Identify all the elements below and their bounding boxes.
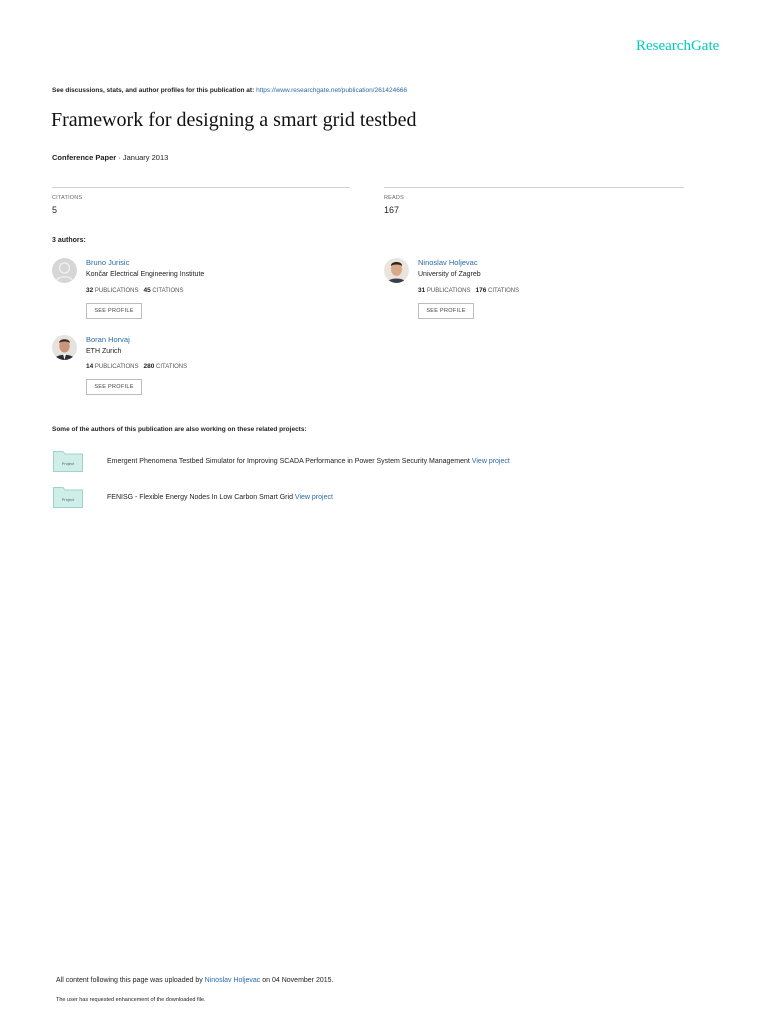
see-profile-button[interactable]: SEE PROFILE <box>86 379 142 395</box>
project-icon-label: Project <box>61 461 75 466</box>
citations-value: 5 <box>52 205 58 215</box>
author-name-link[interactable]: Boran Horvaj <box>86 335 130 344</box>
publication-url-link[interactable]: https://www.researchgate.net/publication/261424666 <box>256 87 408 94</box>
publication-date: January 2013 <box>122 153 169 162</box>
view-project-link[interactable]: View project <box>471 458 510 465</box>
reads-divider <box>384 187 684 188</box>
author-photo-icon <box>384 258 409 283</box>
researchgate-logo[interactable]: ResearchGate <box>636 38 720 54</box>
publications-label: PUBLICATIONS <box>426 288 471 294</box>
see-discussions-text: See discussions, stats, and author profiles for this publication at: <box>52 87 255 94</box>
project-folder-icon[interactable] <box>53 450 83 472</box>
author-institution: University of Zagreb <box>418 271 481 278</box>
author-stats <box>86 363 187 370</box>
reads-value: 167 <box>384 205 400 215</box>
see-profile-button[interactable]: SEE PROFILE <box>418 303 474 319</box>
citations-label: CITATIONS <box>52 195 83 201</box>
related-projects-heading: Some of the authors of this publication are also working on these related projects: <box>52 426 307 433</box>
publications-label: PUBLICATIONS <box>94 364 139 370</box>
author-name-link[interactable]: Bruno Jurisic <box>86 258 130 267</box>
authors-heading: 3 authors: <box>52 237 86 244</box>
upload-prefix: All content following this page was uploaded by <box>56 977 203 984</box>
author-stats <box>86 287 184 294</box>
uploader-name-link[interactable]: Ninoslav Holjevac <box>204 977 261 984</box>
author-publications-count: 31 <box>418 287 426 294</box>
upload-notice <box>56 977 333 984</box>
view-project-link[interactable]: View project <box>294 494 333 501</box>
author-citations-count: 176 <box>475 287 487 294</box>
citations-label: CITATIONS <box>152 288 184 294</box>
publication-type: Conference Paper <box>52 153 117 162</box>
project-title: FENISG - Flexible Energy Nodes In Low Carbon Smart Grid <box>107 494 293 501</box>
project-item <box>107 494 333 501</box>
author-avatar-photo[interactable] <box>384 258 409 283</box>
enhancement-note: The user has requested enhancement of the downloaded file. <box>56 997 206 1003</box>
upload-suffix: on 04 November 2015. <box>262 977 334 984</box>
project-item <box>107 458 510 465</box>
project-icon-label: Project <box>61 497 75 502</box>
author-name-link[interactable]: Ninoslav Holjevac <box>418 258 478 267</box>
citations-divider <box>52 187 350 188</box>
author-institution: Končar Electrical Engineering Institute <box>86 271 205 278</box>
author-stats <box>418 287 519 294</box>
see-profile-button[interactable]: SEE PROFILE <box>86 303 142 319</box>
default-user-icon <box>52 258 77 283</box>
publication-meta <box>52 153 168 162</box>
author-publications-count: 32 <box>86 287 94 294</box>
author-citations-count: 45 <box>143 287 151 294</box>
citations-label: CITATIONS <box>156 364 188 370</box>
author-publications-count: 14 <box>86 363 94 370</box>
see-discussions-line <box>52 87 407 94</box>
author-institution: ETH Zurich <box>86 348 122 355</box>
project-folder-icon[interactable] <box>53 486 83 508</box>
author-photo-icon <box>52 335 77 360</box>
reads-label: READS <box>384 195 404 201</box>
citations-label: CITATIONS <box>488 288 520 294</box>
meta-separator: · <box>116 153 123 162</box>
author-avatar-photo[interactable] <box>52 335 77 360</box>
publication-title: Framework for designing a smart grid testbed <box>51 109 417 131</box>
project-title: Emergent Phenomena Testbed Simulator for Improving SCADA Performance in Power System Security Management <box>107 458 470 465</box>
author-citations-count: 280 <box>143 363 155 370</box>
author-avatar-placeholder[interactable] <box>52 258 77 283</box>
publications-label: PUBLICATIONS <box>94 288 139 294</box>
